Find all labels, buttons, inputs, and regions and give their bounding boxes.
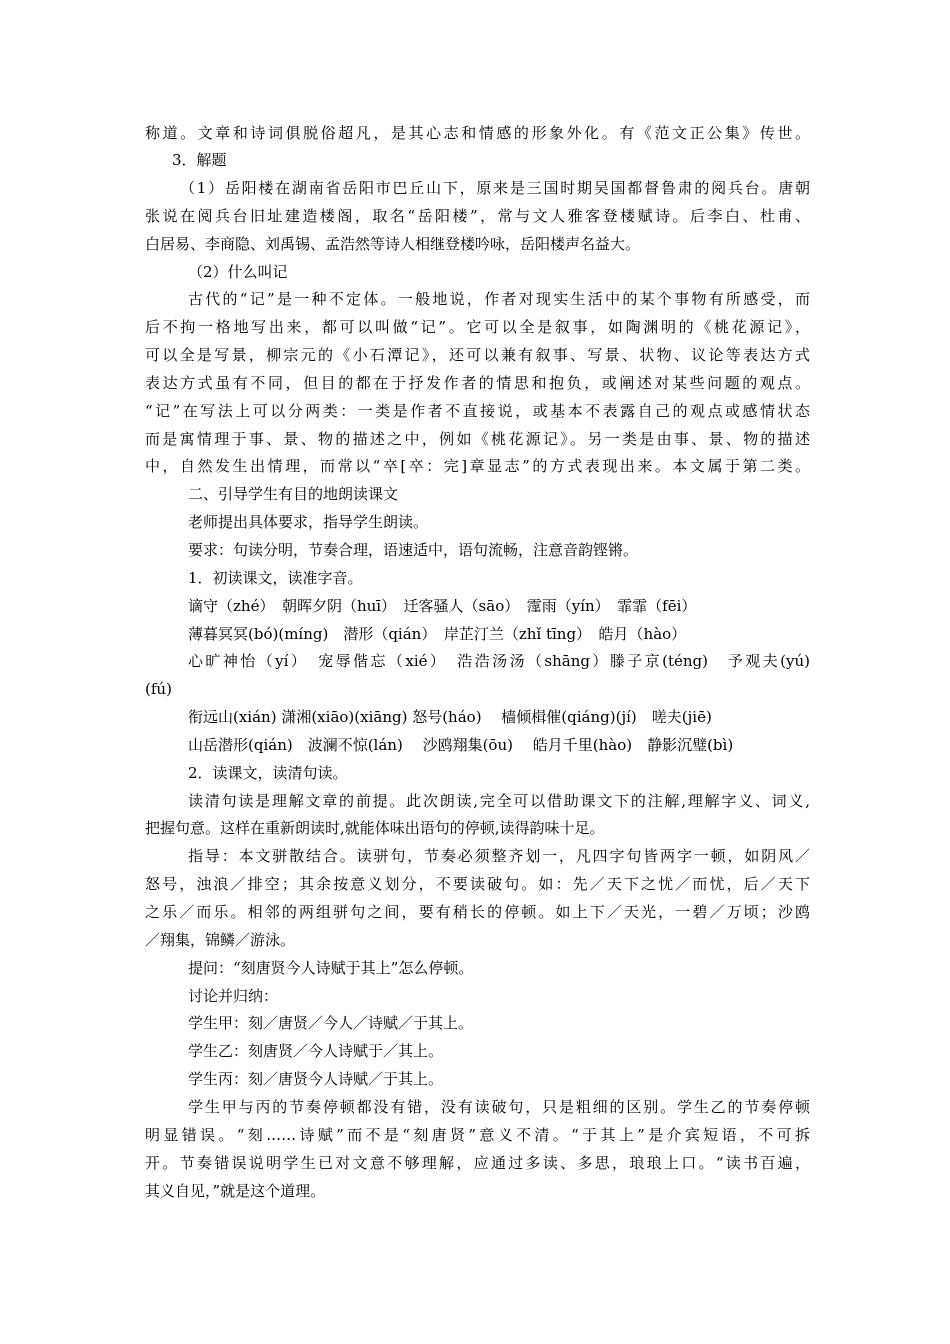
- pinyin-line: (fú): [145, 680, 172, 698]
- text-line: 后不拘一格地写出来，都可以叫做“记”。它可以全是叙事，如陶渊明的《桃花源记》，: [145, 318, 810, 336]
- pinyin-line: 心旷神怡（yí） 宠辱偕忘（xié） 浩浩汤汤（shāng）滕子京(téng) 予观夫(yú): [188, 652, 810, 670]
- pinyin-line: 薄暮冥冥(bó)(míng) 潜形（qián） 岸芷汀兰（zhǐ tīng） 皓月（hào）: [188, 625, 687, 643]
- text-line: 读清句读是理解文章的前提。此次朗读,完全可以借助课文下的注解,理解字义、词义,: [188, 792, 810, 810]
- pinyin-line: 谪守（zhé） 朝晖夕阴（huī） 迁客骚人（sāo） 霪雨（yín） 霏霏（fēi）: [188, 597, 697, 615]
- text-line: 要求：句读分明，节奏合理，语速适中，语句流畅，注意音韵铿锵。: [188, 541, 639, 559]
- text-line: 可以全是写景，柳宗元的《小石潭记》，还可以兼有叙事、写景、状物、议论等表达方式: [145, 346, 810, 364]
- section-heading: 1．初读课文，读准字音。: [188, 569, 363, 587]
- text-line: 老师提出具体要求，指导学生朗读。: [188, 513, 429, 531]
- text-line: 其义自见，”就是这个道理。: [145, 1182, 326, 1200]
- text-line: 怒号，浊浪／排空；其余按意义划分，不要读破句。如：先／天下之忧／而忧，后／天下: [145, 875, 810, 893]
- text-line: 明显错误。“刻……诗赋”而不是“刻唐贤”意义不清。“于其上”是介宾短语，不可拆: [145, 1126, 810, 1144]
- text-line: 学生甲：刻／唐贤／今人／诗赋／于其上。: [188, 1014, 474, 1032]
- text-line: 古代的“记”是一种不定体。一般地说，作者对现实生活中的某个事物有所感受，而: [188, 290, 810, 308]
- text-line: 张说在阅兵台旧址建造楼阁，取名“岳阳楼”，常与文人雅客登楼赋诗。后李白、杜甫、: [145, 207, 810, 225]
- text-line: 把握句意。这样在重新朗读时,就能体味出语句的停顿,读得韵味十足。: [145, 819, 605, 837]
- text-line: 之乐／而乐。相邻的两组骈句之间，要有稍长的停顿。如上下／天光，一碧／万顷；沙鸥: [145, 903, 810, 921]
- section-heading: 二、引导学生有目的地朗读课文: [188, 485, 399, 503]
- text-line: 学生乙：刻唐贤／今人诗赋于／其上。: [188, 1042, 444, 1060]
- text-line: 学生甲与丙的节奏停顿都没有错，没有读破句，只是粗细的区别。学生乙的节奏停顿: [188, 1098, 810, 1116]
- pinyin-line: 山岳潜形(qián) 波澜不惊(lán) 沙鸥翔集(ōu) 皓月千里(hào) 静影沉璧(bì): [188, 736, 734, 754]
- text-line: （1）岳阳楼在湖南省岳阳市巴丘山下，原来是三国时期吴国都督鲁肃的阅兵台。唐朝: [180, 179, 810, 197]
- text-line: 学生丙：刻／唐贤今人诗赋／于其上。: [188, 1070, 444, 1088]
- text-line: 表达方式虽有不同，但目的都在于抒发作者的情思和抱负，或阐述对某些问题的观点。: [145, 374, 810, 392]
- section-heading: 3．解题: [172, 151, 227, 169]
- text-line: 提问：“刻唐贤今人诗赋于其上”怎么停顿。: [188, 959, 474, 977]
- text-line: 讨论并归纳：: [188, 987, 279, 1005]
- text-line: 白居易、李商隐、刘禹锡、孟浩然等诗人相继登楼吟咏，岳阳楼声名益大。: [145, 235, 641, 253]
- text-line: 指导：本文骈散结合。读骈句，节奏必须整齐划一，凡四字句皆两字一顿，如阴风／: [188, 847, 810, 865]
- text-line: 开。节奏错误说明学生已对文意不够理解，应通过多读、多思，琅琅上口。“读书百遍，: [145, 1154, 810, 1172]
- text-line: “记”在写法上可以分两类：一类是作者不直接说，或基本不表露自己的观点或感情状态: [145, 402, 810, 420]
- text-line: 而是寓情理于事、景、物的描述之中，例如《桃花源记》。另一类是由事、景、物的描述: [145, 430, 810, 448]
- pinyin-line: 衔远山(xián) 潇湘(xiāo)(xiāng) 怒号(háo) 樯倾楫催(qiáng)(jí) 嗟夫(jiē): [188, 708, 712, 726]
- section-heading: （2）什么叫记: [188, 263, 288, 281]
- text-line: ／翔集，锦鳞／游泳。: [145, 931, 296, 949]
- text-line: 中，自然发生出情理，而常以“卒[卒：完]章显志”的方式表现出来。本文属于第二类。: [145, 457, 810, 475]
- section-heading: 2．读课文，读清句读。: [188, 764, 348, 782]
- text-line: 称道。文章和诗词俱脱俗超凡，是其心志和情感的形象外化。有《范文正公集》传世。: [145, 124, 810, 142]
